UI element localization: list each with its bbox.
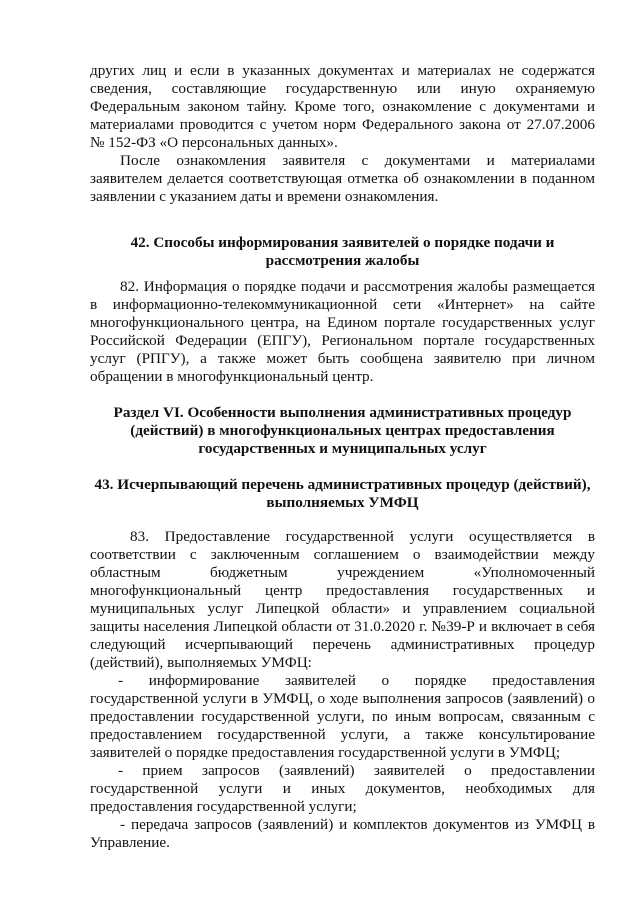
list-item: - прием запросов (заявлений) заявителей о предоставлении государственной услуги и иных документов, необходимых для предоставления государственной услуги; [90,762,595,815]
section-43-heading: 43. Исчерпывающий перечень административных процедур (действий), выполняемых УМФЦ [94,476,591,511]
section-vi-heading: Раздел VI. Особенности выполнения административных процедур (действий) в многофункциональных центрах предоставления государственных и муниципальных услуг [113,404,572,457]
paragraph-83: 83. Предоставление государственной услуги осуществляется в соответствии с заключенным соглашением о взаимодействии между областным бюджетным учреждением «Уполномоченный многофункциональный центр предоставления государственных и муниципальных услуг Липецкой области» и управлением социальной защиты населения Липецкой области от 31.0.2020 г. №39-Р и включает в себя следующий исчерпывающий перечень административных процедур (действий), выполняемых УМФЦ: [90,528,595,671]
paragraph-familiarization-note: После ознакомления заявителя с документами и материалами заявителем делается соответствующая отметка об ознакомлении в поданном заявлении с указанием даты и времени ознакомления. [90,152,595,205]
section-42 [90,234,595,386]
paragraph-continuation: других лиц и если в указанных документах и материалах не содержатся сведения, составляющие государственную или иную охраняемую Федеральным законом тайну. Кроме того, ознакомление с документами и материалами проводится с учетом норм Федерального закона от 27.07.2006 № 152-ФЗ «О персональных данных». [90,62,595,151]
section-43 [90,476,595,852]
list-item: - передача запросов (заявлений) и комплектов документов из УМФЦ в Управление. [90,816,595,851]
section-vi [90,404,595,458]
continuation-section [90,62,595,206]
list-item: - информирование заявителей о порядке предоставления государственной услуги в УМФЦ, о ходе выполнения запросов (заявлений) о предоставлении государственной услуги, по иным вопросам, связанным с предоставлением государственной услуги, а также консультирование заявителей о порядке предоставления государственной услуги в УМФЦ; [90,672,595,761]
section-42-heading: 42. Способы информирования заявителей о порядке подачи и рассмотрения жалобы [130,234,555,269]
paragraph-82: 82. Информация о порядке подачи и рассмотрения жалобы размещается в информационно-телекоммуникационной сети «Интернет» на сайте многофункционального центра, на Едином портале государственных услуг Российской Федерации (ЕПГУ), Региональном портале государственных услуг (РПГУ), а также может быть сообщена заявителю при личном обращении в многофункциональный центр. [90,278,595,385]
